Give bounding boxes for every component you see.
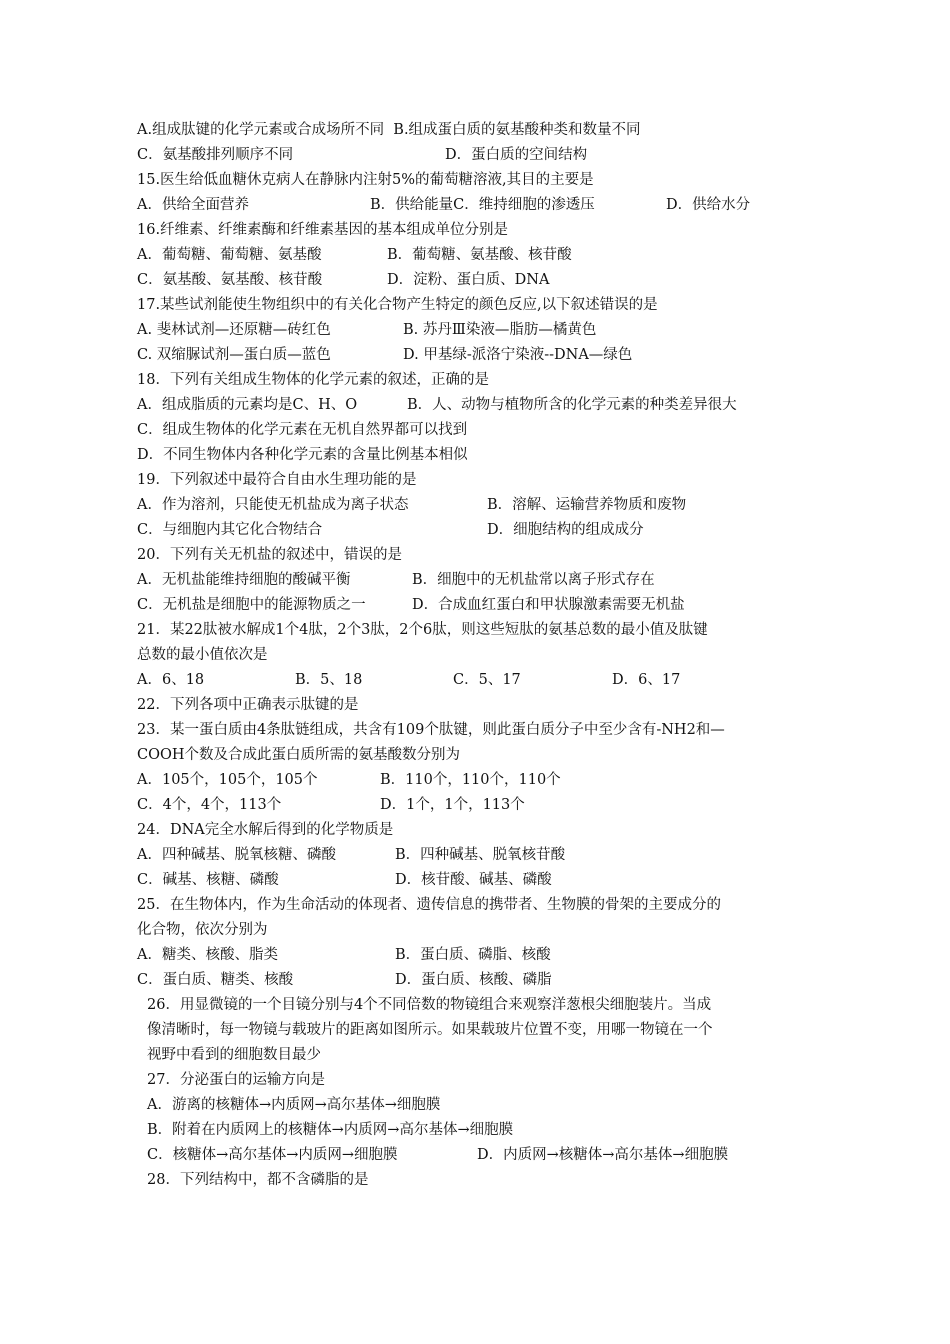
- option-d: D．淀粉、蛋白质、DNA: [387, 272, 550, 288]
- option-d: D. 甲基绿-派洛宁染液--DNA—绿色: [403, 347, 633, 363]
- question-16-stem: [0, 218, 950, 243]
- option-a: A．四种碱基、脱氧核糖、磷酸: [137, 847, 336, 863]
- question-28-stem: [0, 1168, 950, 1193]
- question-17-stem: [0, 293, 950, 318]
- question-23-options-ab: [0, 768, 950, 793]
- question-20-options-cd: [0, 593, 950, 618]
- option-b: B. 苏丹Ⅲ染液—脂肪—橘黄色: [403, 322, 597, 338]
- question-27-stem: [0, 1068, 950, 1093]
- option-a: A．糖类、核酸、脂类: [137, 947, 278, 963]
- question-24-options-cd: [0, 868, 950, 893]
- option-a: A．游离的核糖体→内质网→高尔基体→细胞膜: [147, 1097, 441, 1113]
- option-c: C．氨基酸、氨基酸、核苷酸: [137, 272, 323, 288]
- option-text: A.组成肽键的化学元素或合成场所不同 B.组成蛋白质的氨基酸种类和数量不同: [137, 122, 641, 138]
- question-25-options-ab: [0, 943, 950, 968]
- option-d: D．内质网→核糖体→高尔基体→细胞膜: [477, 1147, 729, 1163]
- question-16-options-cd: [0, 268, 950, 293]
- question-23-stem: [0, 718, 950, 743]
- question-27-options-cd: [0, 1143, 950, 1168]
- option-b: B．人、动物与植物所含的化学元素的种类差异很大: [407, 397, 737, 413]
- question-20-options-ab: [0, 568, 950, 593]
- question-27-option-a: [0, 1093, 950, 1118]
- question-text: 21．某22肽被水解成1个4肽，2个3肽，2个6肽，则这些短肽的氨基总数的最小值及肽键: [137, 622, 708, 638]
- question-text: 24．DNA完全水解后得到的化学物质是: [137, 822, 394, 838]
- option-d: D．6、17: [612, 672, 681, 688]
- question-text: 28．下列结构中，都不含磷脂的是: [147, 1172, 369, 1188]
- option-b: B．附着在内质网上的核糖体→内质网→高尔基体→细胞膜: [147, 1122, 514, 1138]
- question-27-option-b: [0, 1118, 950, 1143]
- question-15-stem: [0, 168, 950, 193]
- question-text: COOH个数及合成此蛋白质所需的氨基酸数分别为: [137, 747, 461, 763]
- question-25-options-cd: [0, 968, 950, 993]
- option-c: C．5、17: [453, 672, 521, 688]
- question-26-stem-cont: [0, 1018, 950, 1043]
- question-21-stem: [0, 618, 950, 643]
- option-a: A．供给全面营养: [137, 197, 249, 213]
- question-20-stem: [0, 543, 950, 568]
- option-c: C．蛋白质、糖类、核酸: [137, 972, 294, 988]
- option-d: D．细胞结构的组成成分: [487, 522, 644, 538]
- question-19-options-ab: [0, 493, 950, 518]
- question-text: 22．下列各项中正确表示肽键的是: [137, 697, 359, 713]
- question-text: 26．用显微镜的一个目镜分别与4个不同倍数的物镜组合来观察洋葱根尖细胞装片。当成: [147, 997, 712, 1013]
- option-c: C. 双缩脲试剂—蛋白质—蓝色: [137, 347, 331, 363]
- question-text: 17.某些试剂能使生物组织中的有关化合物产生特定的颜色反应,以下叙述错误的是: [137, 297, 658, 313]
- question-text: 像清晰时，每一物镜与载玻片的距离如图所示。如果载玻片位置不变，用哪一物镜在一个: [147, 1022, 713, 1038]
- question-21-options: [0, 668, 950, 693]
- document-page: [0, 118, 950, 1193]
- question-26-stem-end: [0, 1043, 950, 1068]
- question-19-stem: [0, 468, 950, 493]
- option-c: C．4个，4个，113个: [137, 797, 282, 813]
- question-text: 27．分泌蛋白的运输方向是: [147, 1072, 325, 1088]
- option-d: D．不同生物体内各种化学元素的含量比例基本相似: [137, 447, 468, 463]
- question-14-options-cd: [0, 143, 950, 168]
- option-a: A．葡萄糖、葡萄糖、氨基酸: [137, 247, 322, 263]
- question-25-stem-cont: [0, 918, 950, 943]
- question-text: 化合物，依次分别为: [137, 922, 268, 938]
- question-14-options-ab: [0, 118, 950, 143]
- question-text: 18．下列有关组成生物体的化学元素的叙述，正确的是: [137, 372, 489, 388]
- question-18-stem: [0, 368, 950, 393]
- option-a: A．6、18: [137, 672, 205, 688]
- option-c: C．核糖体→高尔基体→内质网→细胞膜: [147, 1147, 398, 1163]
- question-text: 19．下列叙述中最符合自由水生理功能的是: [137, 472, 417, 488]
- question-18-options-ab: [0, 393, 950, 418]
- question-21-stem-cont: [0, 643, 950, 668]
- option-c: C．氨基酸排列顺序不同: [137, 147, 294, 163]
- question-24-stem: [0, 818, 950, 843]
- question-25-stem: [0, 893, 950, 918]
- question-16-options-ab: [0, 243, 950, 268]
- question-26-stem: [0, 993, 950, 1018]
- option-b: B．蛋白质、磷脂、核酸: [395, 947, 551, 963]
- option-d: D．1个，1个，113个: [380, 797, 525, 813]
- question-18-option-d: [0, 443, 950, 468]
- question-22-stem: [0, 693, 950, 718]
- question-15-options: [0, 193, 950, 218]
- question-18-option-c: [0, 418, 950, 443]
- option-d: D．供给水分: [666, 197, 751, 213]
- question-24-options-ab: [0, 843, 950, 868]
- question-23-stem-cont: [0, 743, 950, 768]
- option-d: D．蛋白质、核酸、磷脂: [395, 972, 552, 988]
- option-c: C．组成生物体的化学元素在无机自然界都可以找到: [137, 422, 468, 438]
- option-d: D．合成血红蛋白和甲状腺激素需要无机盐: [412, 597, 685, 613]
- option-d: D．蛋白质的空间结构: [445, 147, 588, 163]
- option-b: B．110个，110个，110个: [380, 772, 561, 788]
- option-b: B．5、18: [295, 672, 363, 688]
- option-a: A．组成脂质的元素均是C、H、O: [137, 397, 358, 413]
- option-a: A．作为溶剂，只能使无机盐成为离子状态: [137, 497, 409, 513]
- option-a: A．无机盐能维持细胞的酸碱平衡: [137, 572, 351, 588]
- option-b: B．四种碱基、脱氧核苷酸: [395, 847, 566, 863]
- option-a: A. 斐林试剂—还原糖—砖红色: [137, 322, 331, 338]
- question-text: 23．某一蛋白质由4条肽链组成，共含有109个肽键，则此蛋白质分子中至少含有-NH2和—: [137, 722, 725, 738]
- option-b: B．葡萄糖、氨基酸、核苷酸: [387, 247, 572, 263]
- option-a: A．105个，105个，105个: [137, 772, 318, 788]
- option-c: C．无机盐是细胞中的能源物质之一: [137, 597, 366, 613]
- question-17-options-ab: [0, 318, 950, 343]
- option-d: D．核苷酸、碱基、磷酸: [395, 872, 552, 888]
- question-text: 总数的最小值依次是: [137, 647, 268, 663]
- question-text: 16.纤维素、纤维素酶和纤维素基因的基本组成单位分别是: [137, 222, 509, 238]
- option-c: C．与细胞内其它化合物结合: [137, 522, 323, 538]
- question-19-options-cd: [0, 518, 950, 543]
- question-text: 视野中看到的细胞数目最少: [147, 1047, 321, 1063]
- option-b: B．溶解、运输营养物质和废物: [487, 497, 687, 513]
- option-c: C．碱基、核糖、磷酸: [137, 872, 279, 888]
- question-23-options-cd: [0, 793, 950, 818]
- question-17-options-cd: [0, 343, 950, 368]
- option-b: B．细胞中的无机盐常以离子形式存在: [412, 572, 655, 588]
- question-text: 25．在生物体内，作为生命活动的体现者、遗传信息的携带者、生物膜的骨架的主要成分的: [137, 897, 721, 913]
- question-text: 20．下列有关无机盐的叙述中，错误的是: [137, 547, 402, 563]
- option-bc: B．供给能量C．维持细胞的渗透压: [370, 197, 595, 213]
- question-text: 15.医生给低血糖休克病人在静脉内注射5%的葡萄糖溶液,其目的主要是: [137, 172, 594, 188]
